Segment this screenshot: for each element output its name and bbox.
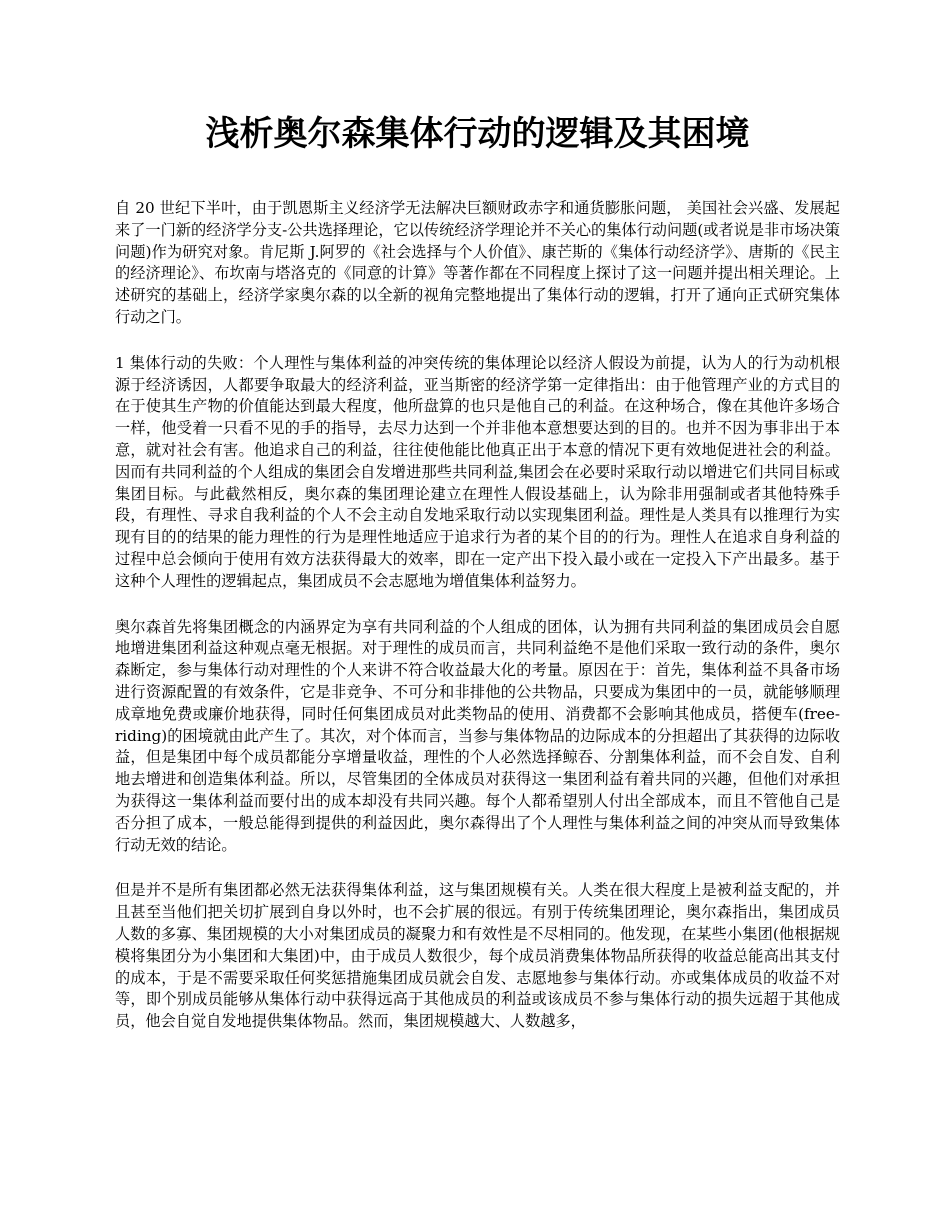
paragraph-olson-group-concept: 奥尔森首先将集团概念的内涵界定为享有共同利益的个人组成的团体，认为拥有共同利益的集团成员会自愿地增进集团利益这种观点毫无根据。对于理性的成员而言，共同利益绝不是他们采取一致行动的条件，奥尔森断定，参与集体行动对理性的个人来讲不符合收益最大化的考量。原因在于：首先，集体利益不具备市场进行资源配置的有效条件，它是非竞争、不可分和非排他的公共物品，只要成为集团中的一员，就能够顺理成章地免费或廉价地获得，同时任何集团成员对此类物品的使用、消费都不会影响其他成员，搭便车(free-riding)的困境就由此产生了。其次，对个体而言，当参与集体物品的边际成本的分担超出了其获得的边际收益，但是集团中每个成员都能分享增量收益，理性的个人必然选择鲸吞、分割集体利益，而不会自发、自利地去增进和创造集体利益。所以，尽管集团的全体成员对获得这一集团利益有着共同的兴趣，但他们对承担为获得这一集体利益而要付出的成本却没有共同兴趣。每个人都希望别人付出全部成本，而且不管他自己是否分担了成本，一般总能得到提供的利益因此，奥尔森得出了个人理性与集体利益之间的冲突从而导致集体行动无效的结论。 xyxy=(115,617,840,854)
paragraph-section-1: 1 集体行动的失败：个人理性与集体利益的冲突传统的集体理论以经济人假设为前提，认为人的行为动机根源于经济诱因，人都要争取最大的经济利益，亚当斯密的经济学第一定律指出：由于他管理产业的方式目的在于使其生产物的价值能达到最大程度，他所盘算的也只是他自己的利益。在这种场合，像在其他许多场合一样，他受着一只看不见的手的指导，去尽力达到一个并非他本意想要达到的目的。也并不因为事非出于本意，就对社会有害。他追求自己的利益，往往使他能比他真正出于本意的情况下更有效地促进社会的利益。因而有共同利益的个人组成的集团会自发增进那些共同利益,集团会在必要时采取行动以增进它们共同目标或集团目标。与此截然相反，奥尔森的集团理论建立在理性人假设基础上，认为除非用强制或者其他特殊手段，有理性、寻求自我利益的个人不会主动自发地采取行动以实现集团利益。理性是人类具有以推理行为实现有目的的结果的能力理性的行为是理性地适应于追求行为者的某个目的的行为。理性人在追求自身利益的过程中总会倾向于使用有效方法获得最大的效率，即在一定产出下投入最小或在一定投入下产出最多。基于这种个人理性的逻辑起点，集团成员不会志愿地为增值集体利益努力。 xyxy=(115,353,840,590)
document-title: 浅析奥尔森集体行动的逻辑及其困境 xyxy=(205,114,750,154)
paragraph-intro: 自 20 世纪下半叶，由于凯恩斯主义经济学无法解决巨额财政赤字和通货膨胀问题， 美国社会兴盛、发展起来了一门新的经济学分支-公共选择理论，它以传统经济学理论并不关心的集体行动问题(或者说是非市场决策问题)作为研究对象。肯尼斯 J.阿罗的《社会选择与个人价值》、康芒斯的《集体行动经济学》、唐斯的《民主的经济理论》、布坎南与塔洛克的《同意的计算》等著作都在不同程度上探讨了这一问题并提出相关理论。上述研究的基础上，经济学家奥尔森的以全新的视角完整地提出了集体行动的逻辑，打开了通向正式研究集体行动之门。 xyxy=(115,199,840,326)
paragraph-group-size: 但是并不是所有集团都必然无法获得集体利益，这与集团规模有关。人类在很大程度上是被利益支配的，并且甚至当他们把关切扩展到自身以外时，也不会扩展的很远。有别于传统集团理论，奥尔森指出，集团成员人数的多寡、集团规模的大小对集团成员的凝聚力和有效性是不尽相同的。他发现，在某些小集团(他根据规模将集团分为小集团和大集团)中，由于成员人数很少，每个成员消费集体物品所获得的收益总能高出其支付的成本，于是不需要采取任何奖惩措施集团成员就会自发、志愿地参与集体行动。亦或集体成员的收益不对等，即个别成员能够从集体行动中获得远高于其他成员的利益或该成员不参与集体行动的损失远超于其他成员，他会自觉自发地提供集体物品。然而，集团规模越大、人数越多， xyxy=(115,881,840,1031)
